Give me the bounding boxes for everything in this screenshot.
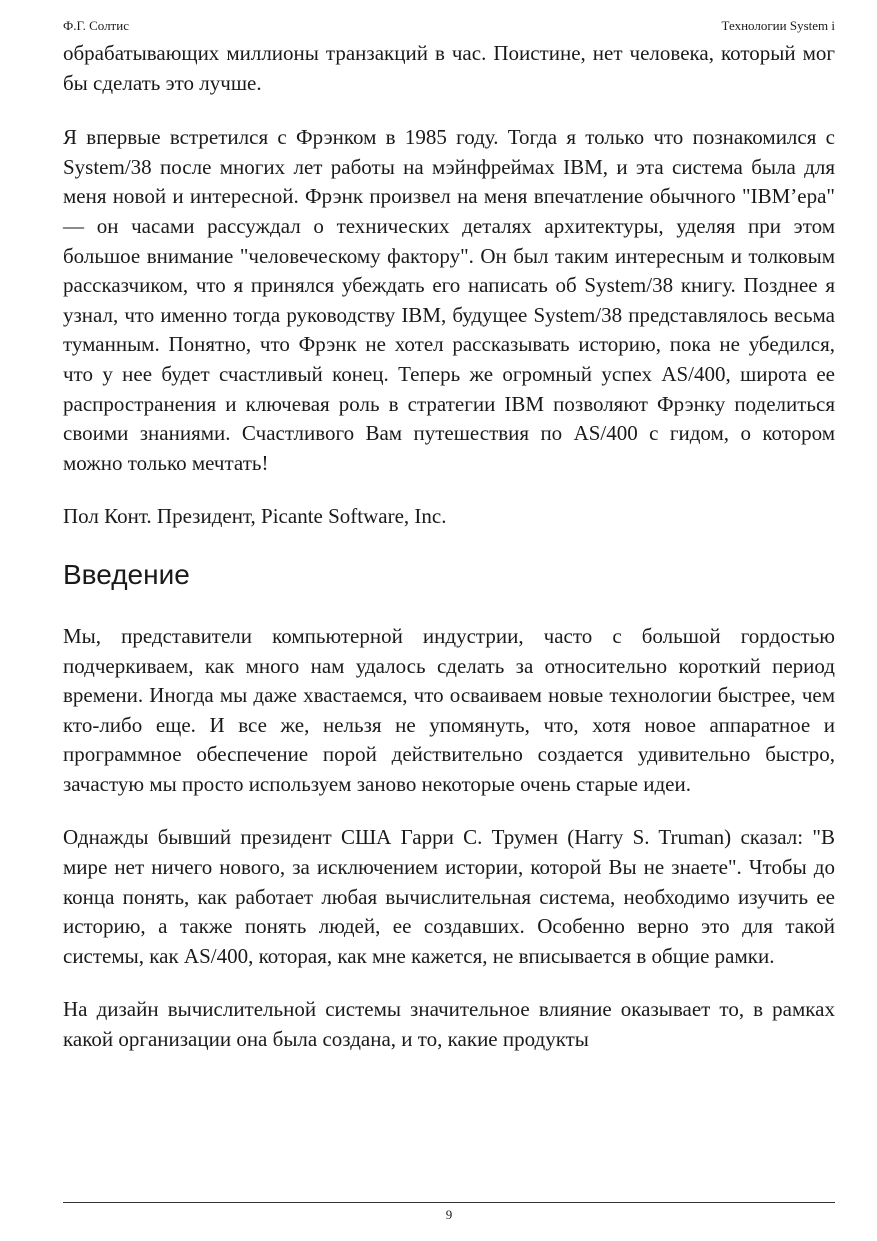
- header-book-title: Технологии System i: [721, 18, 835, 33]
- paragraph-intro-1: Мы, представители компьютерной индустрии, часто с большой гордостью подчеркиваем, как много нам удалось сделать за относительно короткий период времени. Иногда мы даже хвастаемся, что осваиваем новые технологии быстрее, чем кто-либо еще. И все же, нельзя не упомянуть, что, хотя новое аппаратное и программное обеспечение порой действительно создается удивительно быстро, зачастую мы просто используем заново некоторые очень старые идеи.: [63, 623, 835, 796]
- header-author: Ф.Г. Солтис: [63, 18, 129, 33]
- page-number: 9: [445, 1207, 453, 1222]
- paragraph-intro-2: Однажды бывший президент США Гарри С. Трумен (Harry S. Truman) сказал: "В мире нет ничего нового, за исключением истории, которой Вы не знаете". Чтобы до конца понять, как работает любая вычислительная система, необходимо изучить ее историю, а также понять людей, ее создавших. Особенно верно это для такой системы, как AS/400, которая, как мне кажется, не вписывается в общие рамки.: [63, 825, 835, 968]
- paragraph-continued: обрабатывающих миллионы транзакций в час. Поистине, нет человека, который мог бы сделать это лучше.: [63, 41, 835, 95]
- page-content: [63, 39, 835, 1079]
- running-header: [63, 17, 835, 35]
- footer-divider: [63, 1202, 835, 1203]
- document-page: [63, 0, 835, 1241]
- paragraph-intro-3: На дизайн вычислительной системы значительное влияние оказывает то, в рамках какой организации она была создана, и то, какие продукты: [63, 997, 835, 1052]
- paragraph-foreword: Я впервые встретился с Фрэнком в 1985 году. Тогда я только что познакомился с System/38 после многих лет работы на мэйнфреймах IBM, и эта система была для меня новой и интересной. Фрэнк произвел на меня впечатление обычного "IBM’ера" — он часами рассуждал о технических деталях архитектуры, уделяя при этом большое внимание "человеческому фактору". Он был таким интересным и толковым рассказчиком, что я принялся убеждать его написать об System/38 книгу. Позднее я узнал, что именно тогда руководству IBM, будущее System/38 представлялось весьма туманным. Понятно, что Фрэнк не хотел рассказывать историю, пока не убедился, что у нее будет счастливый конец. Теперь же огромный успех AS/400, широта ее распространения и ключевая роль в стратегии IBM позволяют Фрэнку поделиться своими знаниями. Счастливого Вам путешествия по AS/400 с гидом, о котором можно только мечтать!: [63, 125, 835, 475]
- foreword-signature: Пол Конт. Президент, Picante Software, Inc.: [63, 504, 447, 529]
- section-heading-introduction: Введение: [63, 558, 190, 590]
